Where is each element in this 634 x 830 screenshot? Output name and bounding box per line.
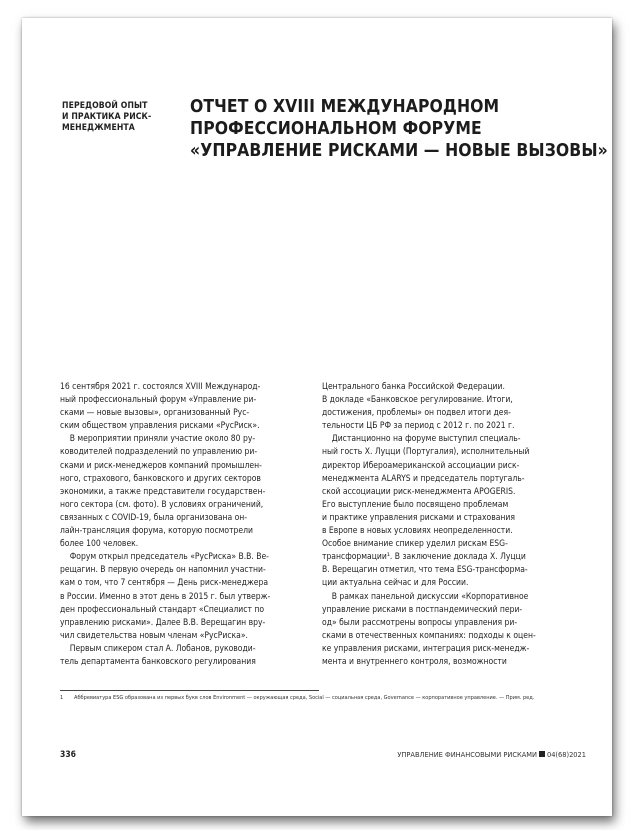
text-line: ции актуальна сейчас и для России. [322,578,469,589]
article-title [190,96,610,162]
title-line: ОТЧЕТ О XVIII МЕЖДУНАРОДНОМ [190,97,500,117]
text-line: сками — новые вызовы», организованный Рус- [60,408,250,419]
text-line: трансформации¹. В заключение доклада Х. Луцци [322,552,526,563]
running-footer [397,750,586,759]
text-line: ного сектора (см. фото). В условиях ограничений, [60,499,264,510]
text-line: ским обществом управления рисками «РусРиск». [60,421,260,432]
journal-name: УПРАВЛЕНИЕ ФИНАНСОВЫМИ РИСКАМИ [397,750,537,759]
text-line: управлению рисками». Далее В.В. Верещагин вру- [60,617,266,628]
text-line: В. Верещагин отметил, что тема ESG-трансформа- [322,565,528,576]
text-line: Дистанционно на форуме выступил специаль- [322,434,521,445]
text-line: 16 сентября 2021 г. состоялся XVIII Международ- [60,382,261,392]
text-line: тельности ЦБ РФ за период с 2012 г. по 2021 г. [322,421,515,432]
text-line: рещагин. В первую очередь он напомнил участни- [60,565,266,576]
section-label-line: И ПРАКТИКА РИСК- [62,112,152,122]
text-line: более 100 человек. [60,539,139,550]
section-label-line: МЕНЕДЖМЕНТА [62,123,135,133]
footnote-divider [60,690,319,691]
text-line: Первым спикером стал А. Лобанов, руководи- [60,643,256,654]
text-line: лайн-трансляция форума, которую посмотрели [60,526,253,537]
text-line: в России. Именно в этот день в 2015 г. был утверж- [60,591,271,602]
title-line: «УПРАВЛЕНИЕ РИСКАМИ — НОВЫЕ ВЫЗОВЫ» [190,141,608,161]
text-line: Его выступление было посвящено проблемам [322,499,509,510]
section-label-line: ПЕРЕДОВОЙ ОПЫТ [62,101,148,111]
text-line: ской ассоциации риск-менеджмента APOGERIS. [322,486,516,497]
text-line: Центрального банка Российской Федерации. [322,382,505,392]
text-line: Особое внимание спикер уделил рискам ESG- [322,539,508,550]
section-label [62,101,202,134]
body-column-left [60,381,310,669]
footnote-number: 1 [60,695,64,701]
text-line: чил свидетельства новым членам «РусРиска». [60,630,248,641]
text-line: достижения, проблемы» он подвел итоги дея- [322,408,511,419]
text-line: мента и внутреннего контроля, возможности [322,656,507,667]
text-line: В докладе «Банковское регулирование. Итоги, [322,395,513,406]
text-line: ный профессиональный форум «Управление ри- [60,395,257,406]
text-line: менеджмента ALARYS и председатель португаль- [322,473,525,484]
text-line: директор Ибероамериканской ассоциации риск- [322,460,520,471]
text-line: од» были рассмотрены вопросы управления ри- [322,617,518,628]
text-line: связанных с COVID-19, была организована он- [60,512,248,523]
text-line: сками в отечественных компаниях: подходы к оцен- [322,630,536,641]
text-line: ководителей подразделений по управлению ри- [60,447,258,458]
issue-number: 04(68)2021 [546,750,586,759]
text-line: ке управления рисками, интеграция риск-менедж- [322,643,530,654]
text-line: ный гость Х. Луцци (Португалия), исполнительный [322,447,530,458]
text-line: сками и риск-менеджеров компаний промышлен- [60,460,262,471]
text-line: тель департамента банковского регулирования [60,656,256,667]
text-line: В рамках панельной дискуссии «Корпоративное [322,591,529,602]
body-column-right [322,381,572,669]
footnote-text: Аббревиатура ESG образована из первых букв слов Environment — окружающая среда, Social — социальная среда, Governance — корпоративное управление. — Прим. ред. [74,695,535,701]
text-line: кам о том, что 7 сентября — День риск-менеджера [60,578,269,589]
text-line: экономики, а также представители государствен- [60,486,266,497]
text-line: В мероприятии приняли участие около 80 ру- [60,434,256,445]
page-number: 336 [60,750,76,760]
text-line: и практике управления рисками и страхования [322,512,515,523]
title-line: ПРОФЕССИОНАЛЬНОМ ФОРУМЕ [190,119,482,139]
text-line: управление рисками в постпандемический пери- [322,604,523,615]
text-line: ного, страхового, банковского и других секторов [60,473,261,484]
text-line: Форум открыл председатель «РусРиска» В.В. Ве- [60,552,269,563]
text-line: ден профессиональный стандарт «Специалист по [60,604,265,615]
square-separator-icon [539,751,545,757]
text-line: в Европе в новых условиях неопределенности. [322,526,513,537]
